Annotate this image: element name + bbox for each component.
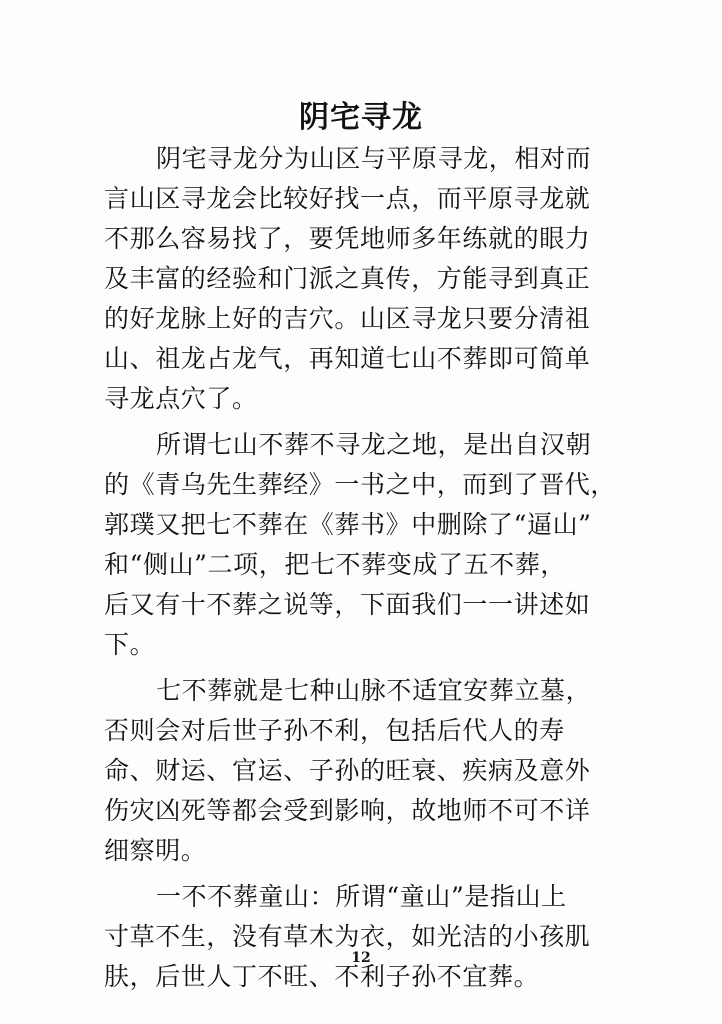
text-line: 的好龙脉上好的吉穴。山区寻龙只要分清祖 <box>104 304 591 333</box>
text-line: 肤，后世人丁不旺、不利子孙不宜葬。 <box>104 962 540 991</box>
paragraph-3 <box>104 671 624 871</box>
text-line: 不那么容易找了，要凭地师多年练就的眼力 <box>104 224 591 253</box>
text-line: 寸草不生，没有草木为衣，如光洁的小孩肌 <box>104 922 591 951</box>
text-line: 下。 <box>104 630 156 659</box>
text-line: 一不不葬童山：所谓“童山”是指山上 <box>156 882 567 911</box>
text-line: 命、财运、官运、子孙的旺衰、疾病及意外 <box>104 756 591 785</box>
text-line: 细察明。 <box>104 836 207 865</box>
text-line: 及丰富的经验和门派之真传，方能寻到真正 <box>104 264 591 293</box>
body-text <box>104 139 624 997</box>
paragraph-4 <box>104 877 624 997</box>
page-title: 阴宅寻龙 <box>299 100 423 135</box>
text-line: 所谓七山不葬不寻龙之地，是出自汉朝 <box>156 430 592 459</box>
page-number: 12 <box>351 950 371 966</box>
text-line: 和“侧山”二项，把七不葬变成了五不葬， <box>104 550 566 579</box>
paragraph-1 <box>104 139 624 419</box>
text-line: 后又有十不葬之说等，下面我们一一讲述如 <box>104 590 591 619</box>
text-line: 山、祖龙占龙气，再知道七山不葬即可简单 <box>104 344 591 373</box>
text-line: 寻龙点穴了。 <box>104 384 258 413</box>
text-line: 七不葬就是七种山脉不适宜安葬立墓， <box>156 676 592 705</box>
text-line: 郭璞又把七不葬在《葬书》中删除了“逼山” <box>104 510 592 539</box>
paragraph-2 <box>104 425 624 665</box>
text-line: 的《青乌先生葬经》一书之中，而到了晋代， <box>104 470 617 499</box>
text-line: 言山区寻龙会比较好找一点，而平原寻龙就 <box>104 184 591 213</box>
text-line: 阴宅寻龙分为山区与平原寻龙，相对而 <box>156 144 592 173</box>
text-line: 伤灾凶死等都会受到影响，故地师不可不详 <box>104 796 591 825</box>
text-line: 否则会对后世子孙不利，包括后代人的寿 <box>104 716 565 745</box>
